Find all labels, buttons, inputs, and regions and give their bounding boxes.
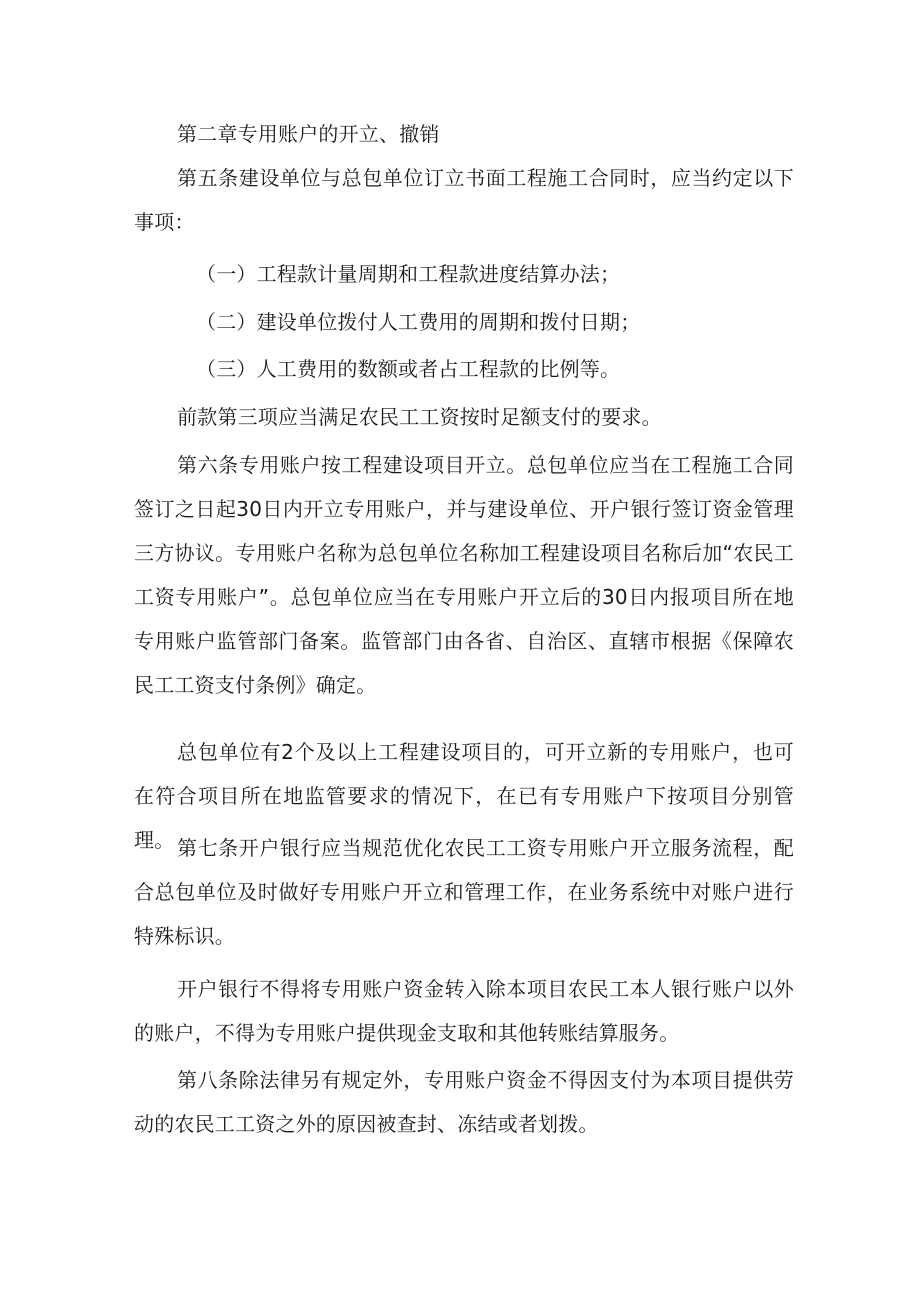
article-5-note-paragraph: 前款第三项应当满足农民工工资按时足额支付的要求。 [177, 405, 662, 429]
article-6-paragraph: 第六条专用账户按工程建设项目开立。总包单位应当在工程施工合同签订之日起30日内开立专用账户，并与建设单位、开户银行签订资金管理三方协议。专用账户名称为总包单位名称加工程建设项目名称后加“农民工工资专用账户”。总包单位应当在专用账户开立后的30日内报项目所在地专用账户监管部门备案。监管部门由各省、自治区、直辖市根据《保障农民工工资支付条例》确定。 [134, 453, 794, 697]
article-5-paragraph: 第五条建设单位与总包单位订立书面工程施工合同时，应当约定以下事项： [134, 166, 794, 234]
article-5-item-1: （一）工程款计量周期和工程款进度结算办法； [196, 262, 621, 286]
article-5-item-2: （二）建设单位拨付人工费用的周期和拨付日期； [196, 310, 641, 334]
article-7-paragraph: 第七条开户银行应当规范优化农民工工资专用账户开立服务流程，配合总包单位及时做好专用账户开立和管理工作，在业务系统中对账户进行特殊标识。 [134, 836, 794, 948]
chapter-title: 第二章专用账户的开立、撤销 [177, 122, 440, 146]
article-7-restriction-paragraph: 开户银行不得将专用账户资金转入除本项目农民工本人银行账户以外的账户，不得为专用账户提供现金支取和其他转账结算服务。 [134, 977, 794, 1045]
article-5-item-3: （三）人工费用的数额或者占工程款的比例等。 [196, 357, 621, 381]
article-8-paragraph: 第八条除法律另有规定外，专用账户资金不得因支付为本项目提供劳动的农民工工资之外的原因被查封、冻结或者划拨。 [134, 1068, 794, 1136]
article-6-multi-project-paragraph: 总包单位有2个及以上工程建设项目的，可开立新的专用账户，也可在符合项目所在地监管要求的情况下，在已有专用账户下按项目分别管理。 [134, 740, 794, 852]
